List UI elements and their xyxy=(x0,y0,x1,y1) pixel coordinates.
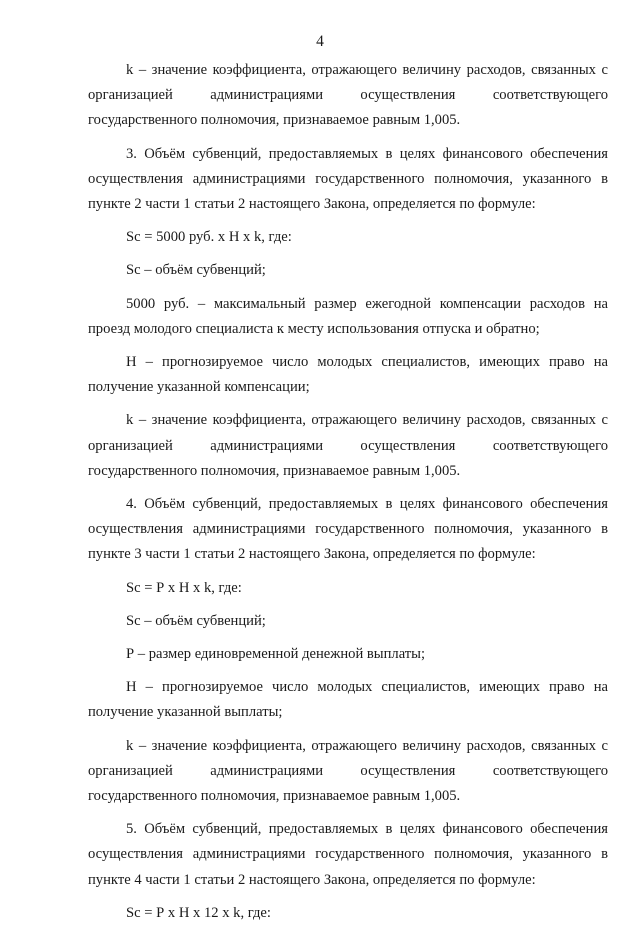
definition-n: Н – прогнозируемое число молодых специалистов, имеющих право на получение указанной компенсации; xyxy=(88,354,608,396)
paragraph-item-4: 4. Объём субвенций, предоставляемых в целях финансового обеспечения осуществления администрациями государственного полномочия, указанного в пункте 3 части 1 статьи 2 настоящего Закона, определяется по формуле: xyxy=(88,496,608,563)
page-number: 4 xyxy=(316,33,324,50)
document-body xyxy=(88,58,608,926)
paragraph-item-3: 3. Объём субвенций, предоставляемых в целях финансового обеспечения осуществления администрациями государственного полномочия, указанного в пункте 2 части 1 статьи 2 настоящего Закона, определяется по формуле: xyxy=(88,145,608,213)
formula-item-4: Sc = Р х Н х k, где: xyxy=(126,579,242,596)
formula-item-5: Sc = Р х Н х 12 х k, где: xyxy=(126,904,271,921)
definition-k: k – значение коэффициента, отражающего величину расходов, связанных с организацией администрациями осуществления соответствующего государственного полномочия, признаваемое равным 1,005. xyxy=(88,412,608,479)
formula-item-3: Sc = 5000 руб. х Н х k, где: xyxy=(126,229,292,246)
definition-k: k – значение коэффициента, отражающего величину расходов, связанных с организацией администрациями осуществления соответствующего государственного полномочия, признаваемое равным 1,005. xyxy=(88,737,608,805)
definition-5000: 5000 руб. – максимальный размер ежегодной компенсации расходов на проезд молодого специалиста к месту использования отпуска и обратно; xyxy=(88,295,608,337)
definition-n: Н – прогнозируемое число молодых специалистов, имеющих право на получение указанной выплаты; xyxy=(88,679,608,721)
paragraph-coefficient-definition: k – значение коэффициента, отражающего величину расходов, связанных с организацией администрациями осуществления соответствующего государственного полномочия, признаваемое равным 1,005. xyxy=(88,62,608,129)
definition-sc: Sc – объём субвенций; xyxy=(126,612,266,629)
definition-sc: Sc – объём субвенций; xyxy=(126,262,266,279)
definition-p: Р – размер единовременной денежной выплаты; xyxy=(126,646,426,663)
paragraph-item-5: 5. Объём субвенций, предоставляемых в целях финансового обеспечения осуществления администрациями государственного полномочия, указанного в пункте 4 части 1 статьи 2 настоящего Закона, определяется по формуле: xyxy=(88,821,608,888)
